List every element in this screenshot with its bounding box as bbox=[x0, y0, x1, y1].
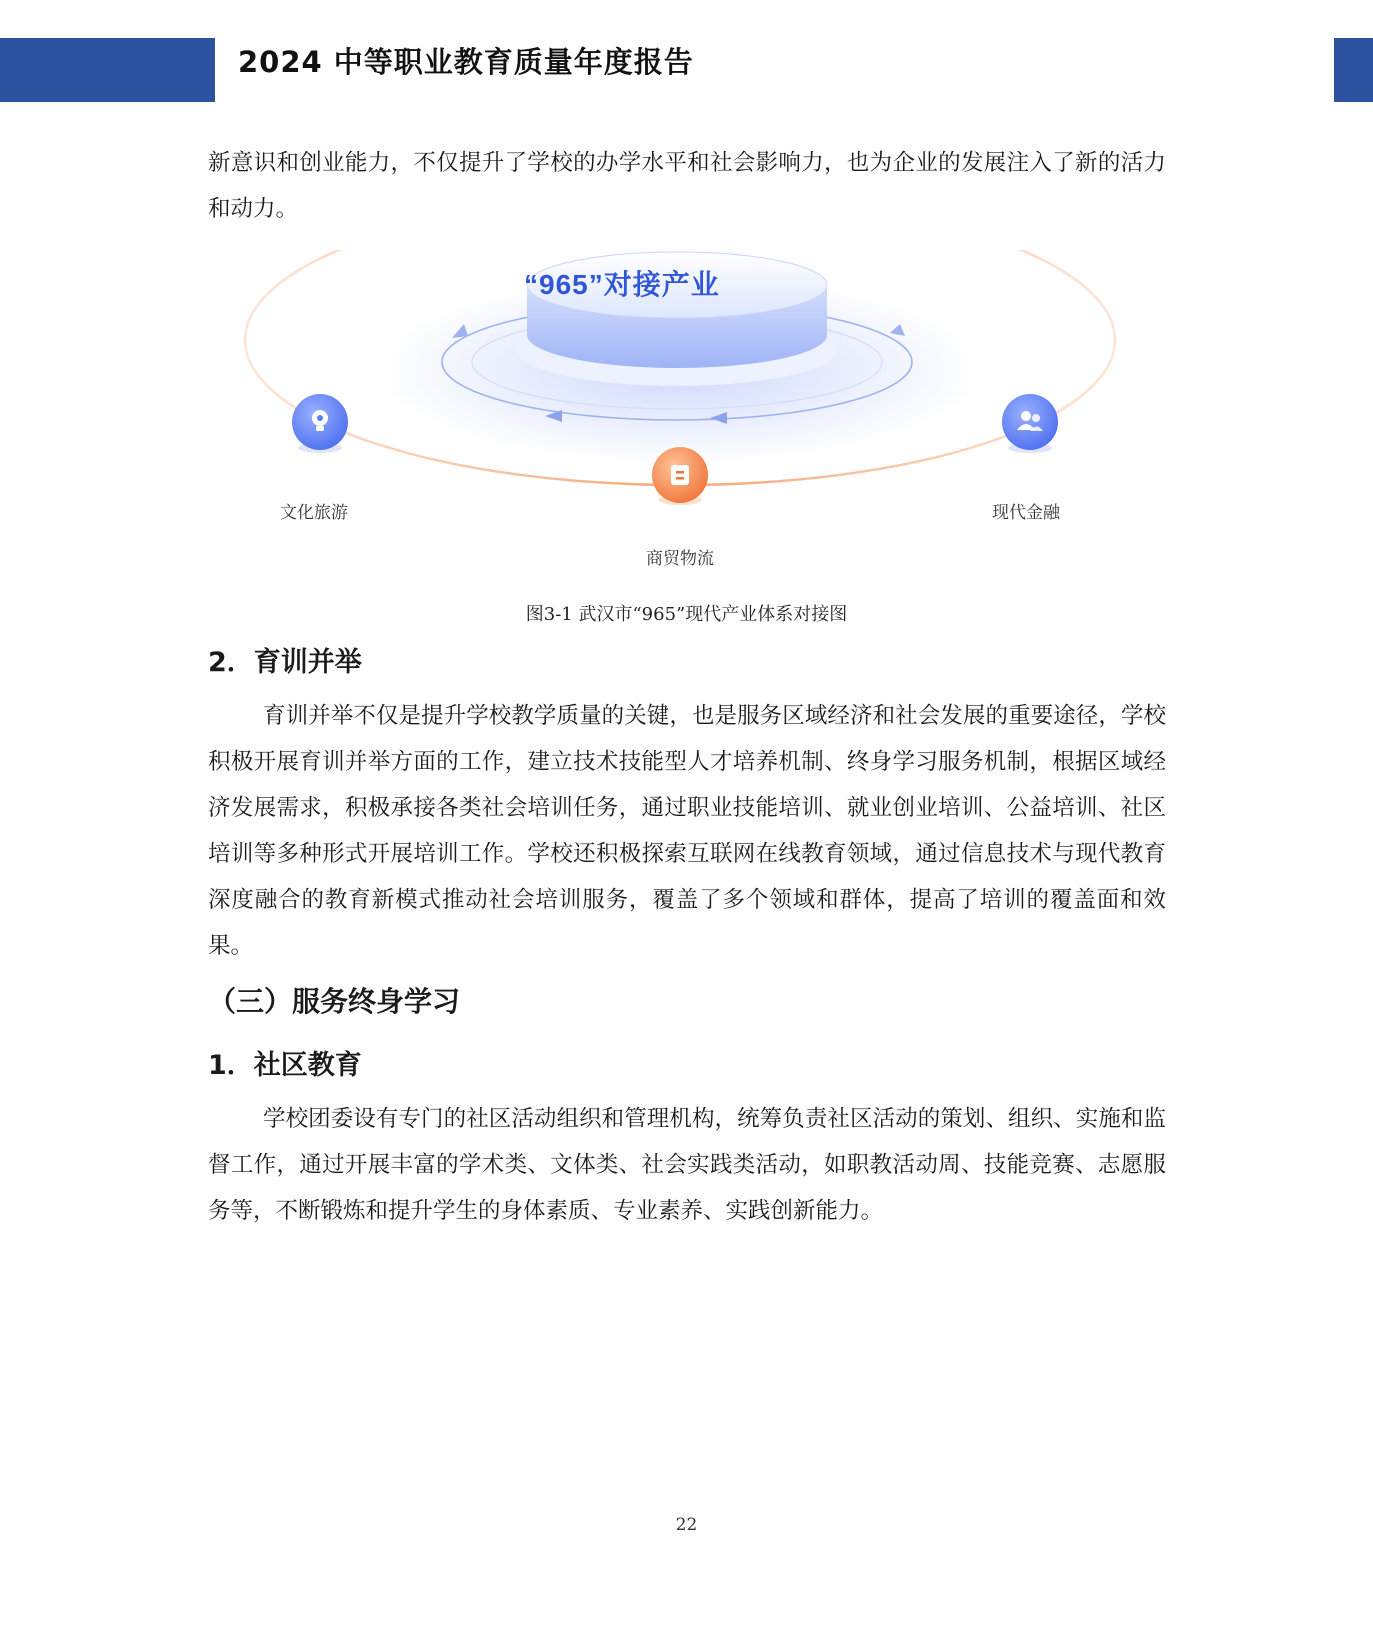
header-accent-bar-left bbox=[0, 38, 215, 102]
section-2-paragraph: 育训并举不仅是提升学校教学质量的关键，也是服务区域经济和社会发展的重要途径，学校积极开展育训并举方面的工作，建立技术技能型人才培养机制、终身学习服务机制，根据区域经济发展需求，积极承接各类社会培训任务，通过职业技能培训、就业创业培训、公益培训、社区培训等多种形式开展培训工作。学校还积极探索互联网在线教育领域，通过信息技术与现代教育深度融合的教育新模式推动社会培训服务，覆盖了多个领域和群体，提高了培训的覆盖面和效果。 bbox=[208, 703, 1166, 959]
header-accent-bar-right bbox=[1334, 38, 1373, 102]
node-label-trade-logistics: 商贸物流 bbox=[646, 549, 714, 569]
node-label-culture-tourism: 文化旅游 bbox=[280, 503, 348, 523]
page-number: 22 bbox=[675, 1515, 698, 1535]
section-3-1-paragraph: 学校团委设有专门的社区活动组织和管理机构，统筹负责社区活动的策划、组织、实施和监督工作，通过开展丰富的学术类、文体类、社会实践类活动，如职教活动周、技能竞赛、志愿服务等，不断锻炼和提升学生的身体素质、专业素养、实践创新能力。 bbox=[208, 1106, 1166, 1224]
section-heading-3-1: 1．社区教育 bbox=[208, 1050, 362, 1081]
section-heading-2: 2．育训并举 bbox=[208, 647, 362, 678]
node-label-modern-finance: 现代金融 bbox=[992, 503, 1060, 523]
report-title: 2024 中等职业教育质量年度报告 bbox=[238, 45, 694, 79]
center-title: “965”对接产业 bbox=[524, 269, 720, 300]
package-icon bbox=[671, 465, 689, 485]
industry-docking-diagram bbox=[240, 250, 1120, 580]
intro-paragraph: 新意识和创业能力，不仅提升了学校的办学水平和社会影响力，也为企业的发展注入了新的活力和动力。 bbox=[208, 150, 1166, 222]
modern-finance-node bbox=[1002, 394, 1058, 450]
figure-caption: 图3-1 武汉市“965”现代产业体系对接图 bbox=[525, 604, 848, 625]
section-heading-3: （三）服务终身学习 bbox=[208, 985, 461, 1018]
